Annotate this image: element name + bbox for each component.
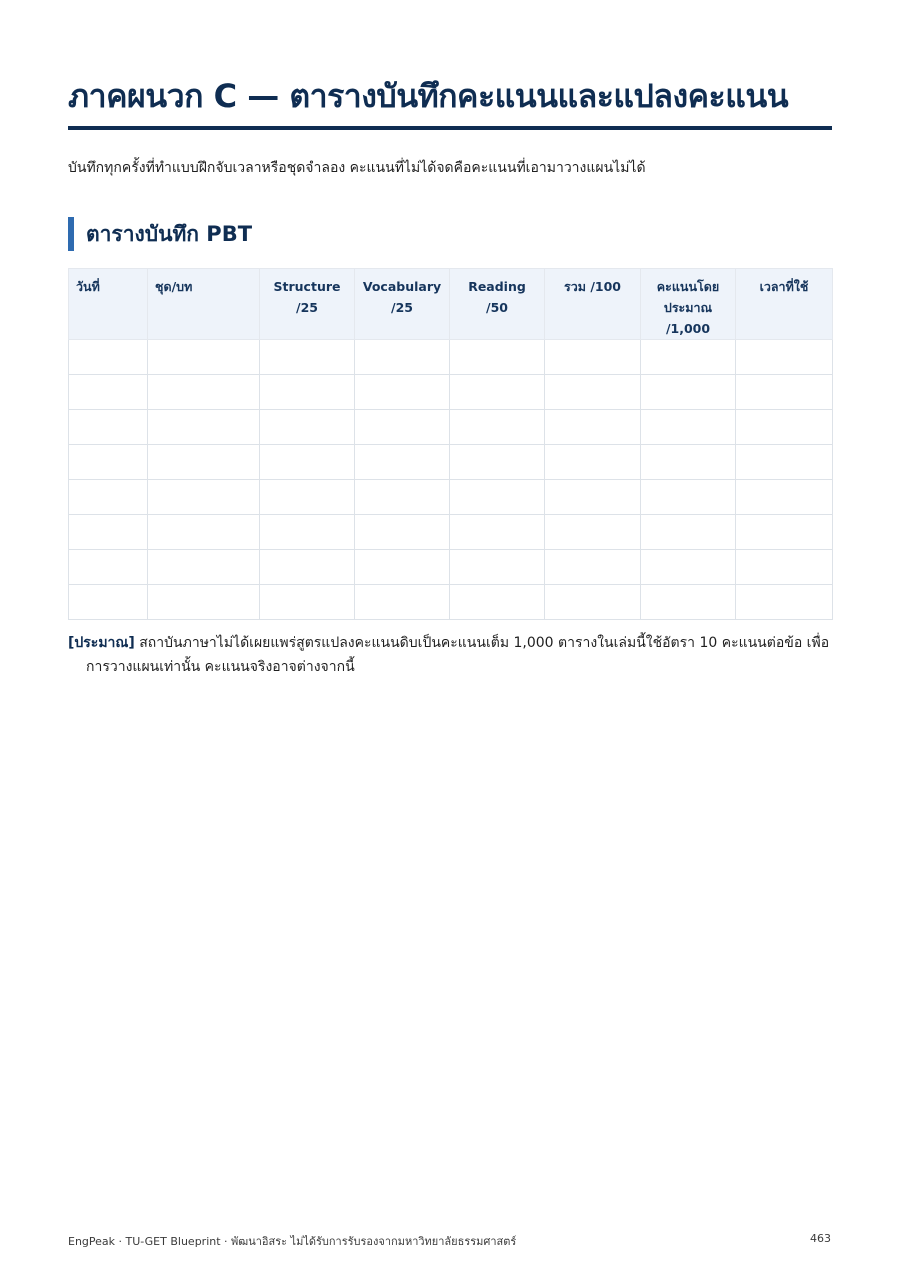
table-cell[interactable] [355,515,450,550]
table-cell[interactable] [641,445,736,480]
header-date: วันที่ [69,269,148,340]
table-row [69,445,833,480]
footer-credit: EngPeak · TU-GET Blueprint · พัฒนาอิสระ ไม่ได้รับการรับรองจากมหาวิทยาลัยธรรมศาสตร์ [68,1235,517,1248]
table-row [69,375,833,410]
table-cell[interactable] [641,340,736,375]
table-cell[interactable] [450,550,545,585]
table-body [69,340,833,620]
table-cell[interactable] [148,410,260,445]
table-cell[interactable] [641,375,736,410]
table-cell[interactable] [69,445,148,480]
table-cell[interactable] [545,375,641,410]
table-cell[interactable] [450,480,545,515]
table-cell[interactable] [260,375,355,410]
table-header-row [69,269,833,340]
table-cell[interactable] [545,410,641,445]
table-cell[interactable] [355,550,450,585]
table-cell[interactable] [260,480,355,515]
table-cell[interactable] [736,585,833,620]
table-cell[interactable] [450,340,545,375]
title-divider [68,126,832,130]
table-cell[interactable] [450,445,545,480]
table-row [69,340,833,375]
table-cell[interactable] [355,585,450,620]
table-cell[interactable] [355,375,450,410]
table-cell[interactable] [148,480,260,515]
table-cell[interactable] [69,375,148,410]
table-cell[interactable] [148,550,260,585]
table-cell[interactable] [545,585,641,620]
table-cell[interactable] [641,410,736,445]
header-time-used: เวลาที่ใช้ [736,269,833,340]
intro-text: บันทึกทุกครั้งที่ทำแบบฝึกจับเวลาหรือชุดจำลอง คะแนนที่ไม่ได้จดคือคะแนนที่เอามาวางแผนไม่ได้ [68,160,646,176]
section-heading: ตารางบันทึก PBT [68,217,252,251]
table-row [69,410,833,445]
table-cell[interactable] [736,410,833,445]
table-cell[interactable] [69,515,148,550]
table-cell[interactable] [260,515,355,550]
table-cell[interactable] [736,480,833,515]
table-cell[interactable] [545,340,641,375]
note-label: [ประมาณ] [68,635,135,651]
table-cell[interactable] [355,340,450,375]
header-structure: Structure /25 [260,269,355,340]
table-cell[interactable] [641,515,736,550]
table-cell[interactable] [736,340,833,375]
table-cell[interactable] [69,410,148,445]
table-cell[interactable] [69,480,148,515]
table-cell[interactable] [545,515,641,550]
table-cell[interactable] [69,340,148,375]
table-cell[interactable] [736,550,833,585]
note-text: สถาบันภาษาไม่ได้เผยแพร่สูตรแปลงคะแนนดิบเป็นคะแนนเต็ม 1,000 ตารางในเล่มนี้ใช้อัตรา 10 คะแนนต่อข้อ เพื่อการวางแผนเท่านั้น คะแนนจริงอาจต่างจากนี้ [86,635,830,675]
table-row [69,585,833,620]
table-cell[interactable] [148,445,260,480]
header-reading: Reading /50 [450,269,545,340]
header-set: ชุด/บท [148,269,260,340]
table-cell[interactable] [148,515,260,550]
table-cell[interactable] [641,550,736,585]
table-cell[interactable] [69,585,148,620]
estimate-note [68,631,832,679]
score-log-table [68,268,833,620]
table-cell[interactable] [260,445,355,480]
table-cell[interactable] [545,550,641,585]
table-cell[interactable] [450,585,545,620]
page-number: 463 [810,1232,831,1245]
table-cell[interactable] [355,410,450,445]
table-row [69,550,833,585]
table-cell[interactable] [736,375,833,410]
table-cell[interactable] [260,550,355,585]
table-cell[interactable] [641,585,736,620]
header-vocabulary: Vocabulary /25 [355,269,450,340]
table-row [69,480,833,515]
table-cell[interactable] [260,340,355,375]
table-cell[interactable] [260,410,355,445]
table-cell[interactable] [545,445,641,480]
table-cell[interactable] [148,340,260,375]
table-cell[interactable] [69,550,148,585]
table-cell[interactable] [736,515,833,550]
table-cell[interactable] [736,445,833,480]
table-cell[interactable] [148,375,260,410]
page-title: ภาคผนวก C — ตารางบันทึกคะแนนและแปลงคะแนน [68,77,789,115]
table-row [69,515,833,550]
table-cell[interactable] [450,410,545,445]
table-cell[interactable] [148,585,260,620]
table-cell[interactable] [260,585,355,620]
table-cell[interactable] [450,515,545,550]
header-total: รวม /100 [545,269,641,340]
table-cell[interactable] [355,445,450,480]
table-cell[interactable] [545,480,641,515]
table-cell[interactable] [641,480,736,515]
header-estimated-score: คะแนนโดยประมาณ /1,000 [641,269,736,340]
table-cell[interactable] [450,375,545,410]
table-cell[interactable] [355,480,450,515]
